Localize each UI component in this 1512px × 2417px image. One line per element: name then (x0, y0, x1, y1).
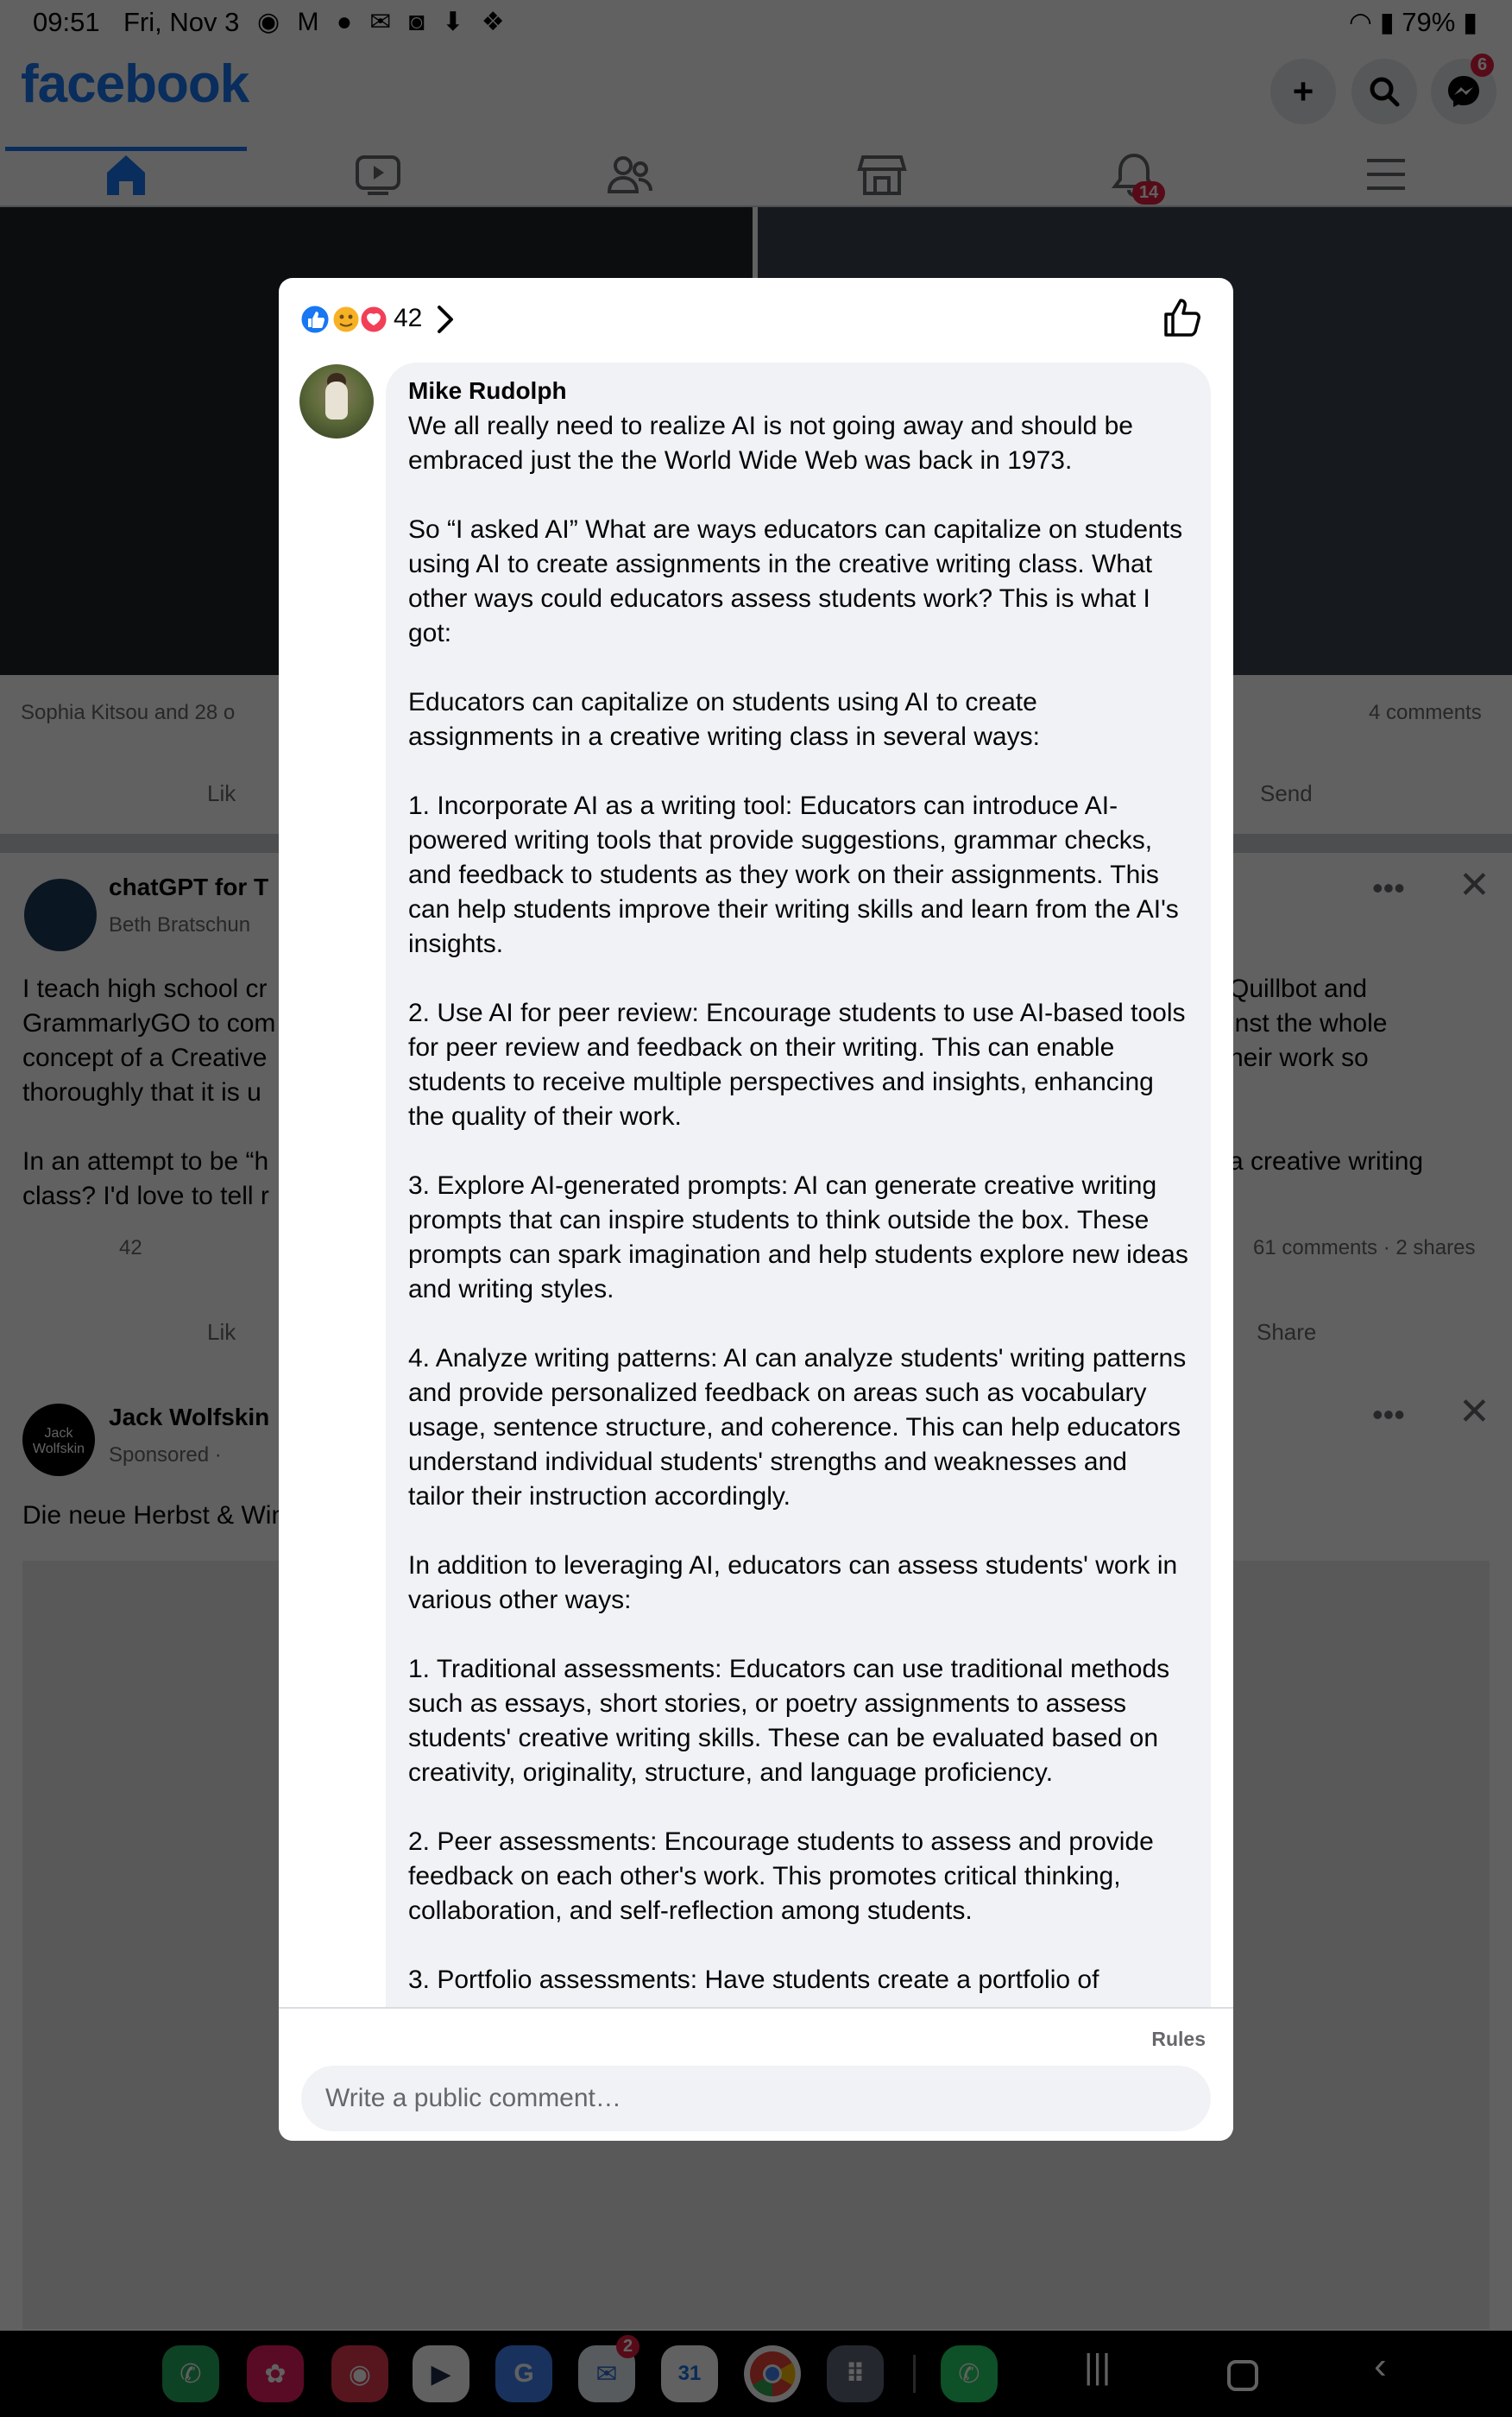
rules-link[interactable]: Rules (1151, 2028, 1206, 2050)
comment-composer (279, 2007, 1233, 2141)
like-icon[interactable] (1161, 295, 1206, 340)
comments-modal (279, 278, 1233, 2141)
comment-input[interactable] (301, 2066, 1211, 2131)
reaction-icons[interactable] (298, 302, 393, 337)
comment-bubble (386, 363, 1211, 2141)
comment-author[interactable]: Mike Rudolph (408, 377, 567, 404)
reaction-count[interactable]: 42 (394, 304, 423, 332)
modal-header (279, 278, 1233, 354)
commenter-avatar[interactable] (299, 364, 374, 439)
comment-text: We all really need to realize AI is not going away and should be embraced just the the World Wide Web was back in 1973. So “I asked AI” What are ways educators can capitalize on students using AI to create assignments in the creative writing class. What other ways could educators assess students work? This is what I got: Educators can capitalize on students using AI to create assignments in a creative writing class in several ways: 1. Incorporate AI as a writing tool: Educators can introduce AI-powered writing tools that provide suggestions, grammar checks, and feedback to students as they work on their assignments. This can help students improve their writing skills and learn from the AI's insights. 2. Use AI for peer review: Encourage students to use AI-based tools for peer review and feedback on their writing. This can enable students to receive multiple perspectives and insights, enhancing the quality of their work. 3. Explore AI-generated prompts: AI can generate creative writing prompts that can inspire students to think outside the box. These prompts can spark imagination and help students explore new ideas and writing styles. 4. Analyze writing patterns: AI can analyze students' writing patterns and provide personalized feedback on areas such as vocabulary usage, sentence structure, and coherence. This can help educators understand individual students' strengths and weaknesses and tailor their instruction accordingly. In addition to leveraging AI, educators can assess students' work in various other ways: 1. Traditional assessments: Educators can use traditional methods such as essays, short stories, or poetry assignments to assess students' creative writing skills. These can be evaluated based on creativity, originality, structure, and language proficiency. 2. Peer assessments: Encourage students to assess and provide feedback on each other's work. This promotes critical thinking, collaboration, and self-reflection among students. 3. Portfolio assessments: Have students create a portfolio of (408, 412, 1188, 1994)
avatar-photo-detail (325, 382, 348, 420)
chevron-right-icon[interactable] (432, 302, 458, 337)
